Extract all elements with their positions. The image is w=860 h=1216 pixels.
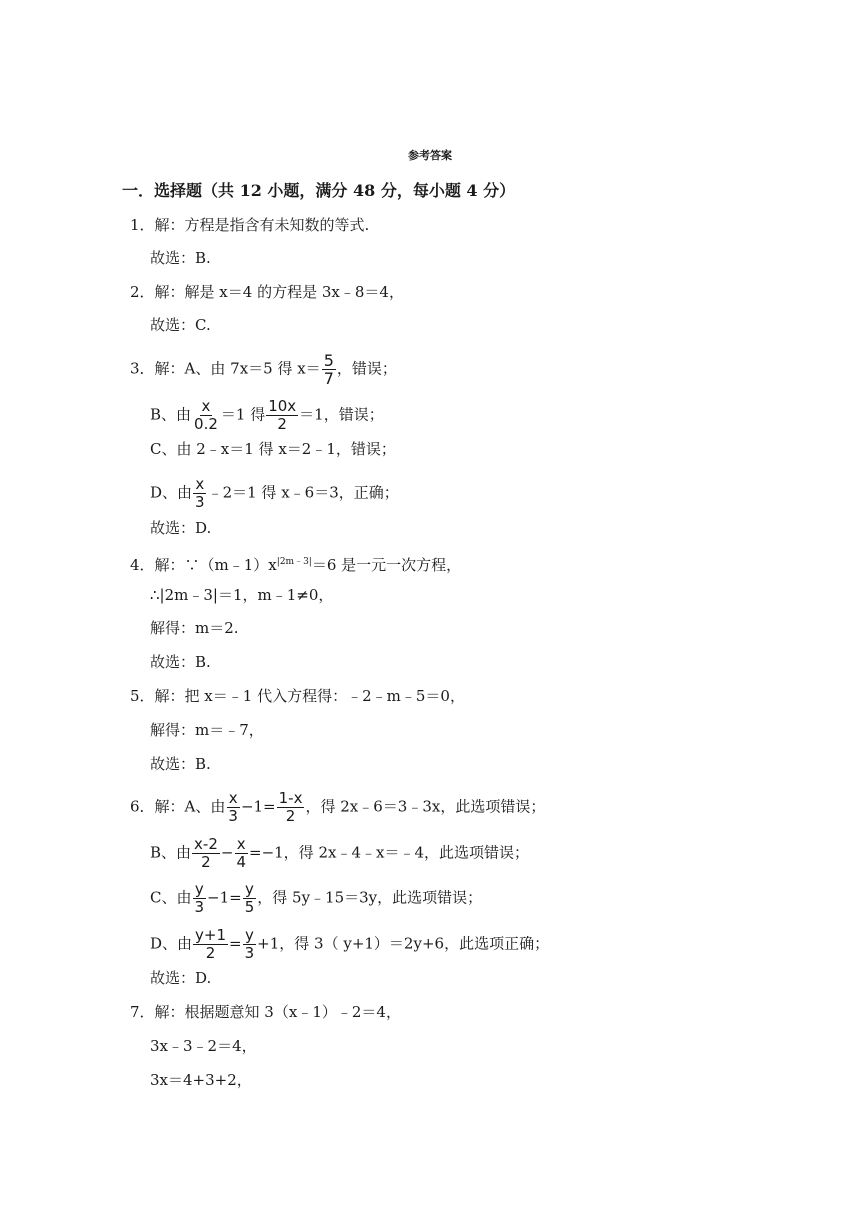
q3-d-text: D、由	[150, 483, 193, 502]
q7-line-3: 3x＝4+3+2，	[150, 1071, 252, 1089]
q6-b-text: B、由	[150, 843, 192, 862]
fraction-denominator: 3	[195, 493, 205, 511]
q4-line-1	[130, 552, 461, 575]
fraction-denominator: 3	[244, 944, 255, 962]
q6-c-text: C、由	[150, 888, 192, 907]
q3-b-mid: ＝1 得	[220, 405, 266, 424]
q6-b-mid: −	[220, 843, 234, 862]
fraction	[226, 790, 240, 825]
q6-a-mid: −1=	[240, 797, 276, 816]
fraction-numerator: y	[245, 880, 254, 898]
fraction-denominator: 2	[205, 944, 216, 962]
q6-option-b	[150, 836, 529, 871]
q5-line-1: 5．解：把 x＝﹣1 代入方程得：﹣2﹣m﹣5＝0，	[130, 687, 465, 705]
fraction	[192, 836, 220, 871]
fraction-denominator: 3	[194, 898, 205, 916]
fraction-denominator: 4	[236, 853, 246, 871]
q3-b-text: B、由	[150, 405, 192, 424]
fraction-denominator: 0.2	[194, 415, 218, 433]
q7-line-1: 7．解：根据题意知 3（x﹣1）﹣2＝4，	[130, 1003, 401, 1021]
q6-a-tail: ，得 2x﹣6＝3﹣3x，此选项错误；	[305, 797, 546, 816]
fraction-denominator: 3	[228, 807, 238, 825]
fraction	[266, 398, 298, 433]
fraction-numerator: y+1	[195, 926, 227, 944]
q5-line-2: 解得：m＝﹣7，	[150, 721, 264, 739]
q6-option-a	[130, 790, 545, 825]
q2-answer: 故选：C.	[150, 316, 211, 334]
q3-option-c: C、由 2﹣x＝1 得 x＝2﹣1，错误；	[150, 440, 396, 458]
fraction	[192, 881, 206, 916]
q7-line-2: 3x﹣3﹣2＝4，	[150, 1037, 257, 1055]
q3-a-text: 3．解：A、由 7x＝5 得 x＝	[130, 359, 321, 378]
q3-option-d	[150, 476, 399, 511]
fraction-numerator: x-2	[194, 835, 218, 853]
fraction-numerator: y	[244, 926, 254, 944]
fraction-numerator: x	[201, 397, 211, 415]
fraction-numerator: x	[236, 835, 246, 853]
q5-answer: 故选：B.	[150, 755, 211, 773]
q3-a-tail: ，错误；	[336, 359, 397, 378]
q3-d-tail: ﹣2＝1 得 x﹣6＝3，正确；	[207, 483, 399, 502]
fraction	[193, 927, 228, 962]
q6-option-d	[150, 927, 549, 962]
q4-l1-text: 4．解：∵（m﹣1）x	[130, 556, 277, 574]
q2-stem: 2．解：解是 x＝4 的方程是 3x﹣8＝4，	[130, 283, 404, 301]
q4-line-2: ∴|2m﹣3|＝1，m﹣1≠0，	[150, 586, 334, 604]
fraction-denominator: 7	[323, 369, 334, 388]
fraction-numerator: 10x	[268, 397, 297, 415]
q1-answer: 故选：B.	[150, 249, 211, 267]
q6-d-text: D、由	[150, 934, 193, 953]
q6-c-tail: ，得 5y﹣15＝3y，此选项错误；	[257, 888, 483, 907]
fraction-numerator: x	[228, 789, 238, 807]
fraction-denominator: 2	[285, 807, 296, 825]
fraction-denominator: 2	[201, 853, 211, 871]
fraction	[243, 927, 257, 962]
q6-b-tail: =−1，得 2x﹣4﹣x＝﹣4，此选项错误；	[249, 843, 529, 862]
fraction-denominator: 5	[244, 898, 255, 916]
fraction-numerator: 1-x	[278, 789, 303, 807]
fraction-denominator: 2	[277, 415, 287, 433]
fraction	[322, 352, 336, 387]
q6-answer: 故选：D.	[150, 969, 212, 987]
fraction	[234, 836, 248, 871]
q6-option-c	[150, 881, 482, 916]
fraction	[277, 790, 305, 825]
fraction	[193, 476, 207, 511]
q3-b-tail: ＝1，错误；	[299, 405, 384, 424]
q3-option-a	[130, 352, 397, 387]
q4-line-3: 解得：m＝2.	[150, 619, 239, 637]
fraction-numerator: y	[194, 880, 204, 898]
q3-option-b	[150, 398, 384, 433]
q4-answer: 故选：B.	[150, 653, 211, 671]
q3-answer: 故选：D.	[150, 519, 212, 537]
q6-d-mid: =	[229, 934, 242, 953]
exponent: |2m﹣3|	[276, 557, 312, 567]
q6-a-text: 6．解：A、由	[130, 797, 226, 816]
fraction-numerator: 5	[323, 351, 334, 370]
fraction	[243, 881, 257, 916]
fraction	[192, 398, 220, 433]
q6-c-mid: −1=	[207, 888, 242, 907]
page-title: 参考答案	[408, 149, 452, 162]
q4-l1-tail: ＝6 是一元一次方程，	[311, 556, 462, 574]
q1-stem: 1．解：方程是指含有未知数的等式.	[130, 216, 370, 234]
section-heading: 一．选择题（共 12 小题，满分 48 分，每小题 4 分）	[122, 181, 516, 200]
q6-d-tail: +1，得 3（ y+1）＝2y+6，此选项正确；	[257, 934, 550, 953]
fraction-numerator: x	[195, 475, 205, 493]
